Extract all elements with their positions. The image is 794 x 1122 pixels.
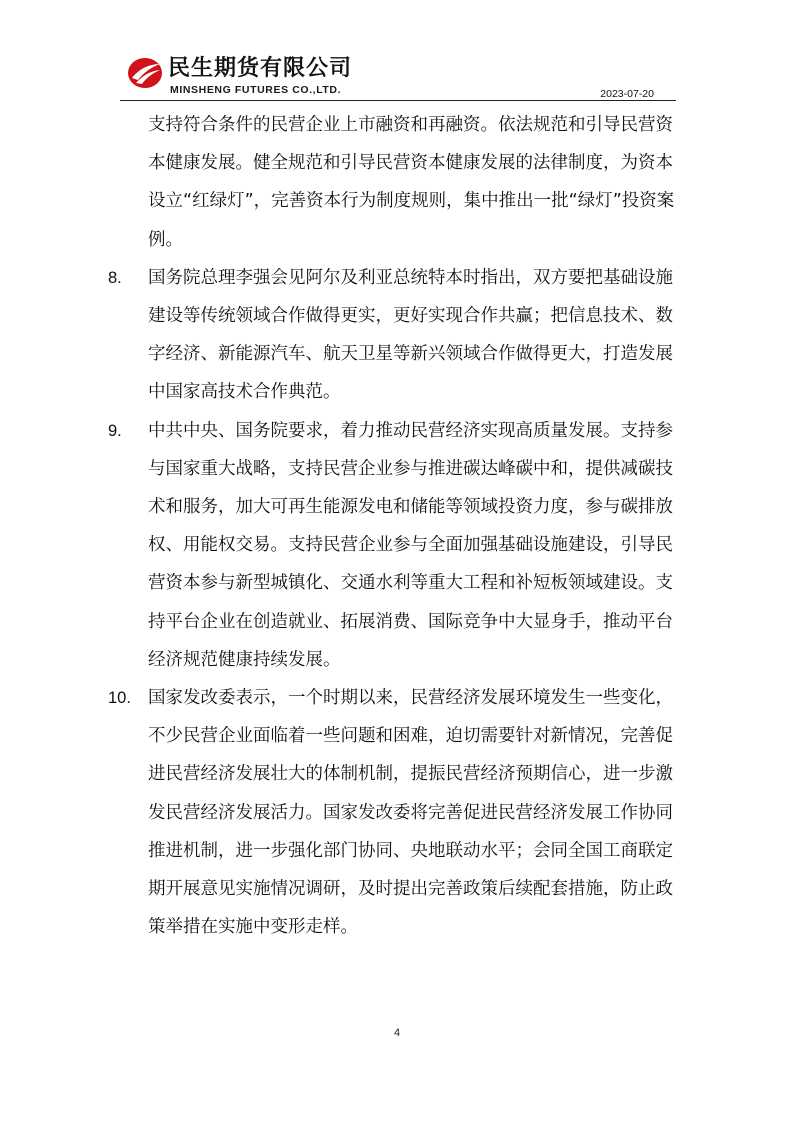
continuation-paragraph: 支持符合条件的民营企业上市融资和再融资。依法规范和引导民营资本健康发展。健全规范和引导民营资本健康发展的法律制度，为资本设立“红绿灯”，完善资本行为制度规则，集中推出一批“绿灯”投资案例。	[148, 115, 675, 250]
list-item-text: 中共中央、国务院要求，着力推动民营经济实现高质量发展。支持参与国家重大战略，支持民营企业参与推进碳达峰碳中和，提供减碳技术和服务，加大可再生能源发电和储能等领域投资力度，参与碳排放权、用能权交易。支持民营企业参与全面加强基础设施建设，引导民营资本参与新型城镇化、交通水利等重大工程和补短板领域建设。支持平台企业在创造就业、拓展消费、国际竞争中大显身手，推动平台经济规范健康持续发展。	[148, 420, 673, 670]
list-item-number: 10.	[108, 689, 131, 708]
list-item-number: 9.	[108, 421, 122, 440]
page-number: 4	[393, 1027, 401, 1039]
list-item	[108, 679, 678, 946]
company-name-en: MINSHENG FUTURES CO.,LTD.	[170, 84, 342, 96]
list-item-text: 国务院总理李强会见阿尔及利亚总统特本时指出，双方要把基础设施建设等传统领域合作做得更实，更好实现合作共赢；把信息技术、数字经济、新能源汽车、航天卫星等新兴领域合作做得更大，打造发展中国家高技术合作典范。	[148, 267, 673, 403]
list-item-text: 国家发改委表示，一个时期以来，民营经济发展环境发生一些变化，不少民营企业面临着一些问题和困难，迫切需要针对新情况，完善促进民营经济发展壮大的体制机制，提振民营经济预期信心，进一步激发民营经济发展活力。国家发改委将完善促进民营经济发展工作协同推进机制，进一步强化部门协同、央地联动水平；会同全国工商联定期开展意见实施情况调研，及时提出完善政策后续配套措施，防止政策举措在实施中变形走样。	[148, 688, 673, 938]
list-item-number: 8.	[108, 268, 122, 287]
document-body	[108, 106, 678, 946]
list-item	[108, 259, 678, 412]
company-name-cn: 民生期货有限公司	[168, 56, 353, 81]
page-header	[120, 52, 676, 102]
report-date: 2023-07-20	[600, 88, 654, 100]
list-item	[108, 412, 678, 679]
header-divider	[120, 100, 676, 101]
minsheng-logo-icon	[126, 56, 164, 90]
